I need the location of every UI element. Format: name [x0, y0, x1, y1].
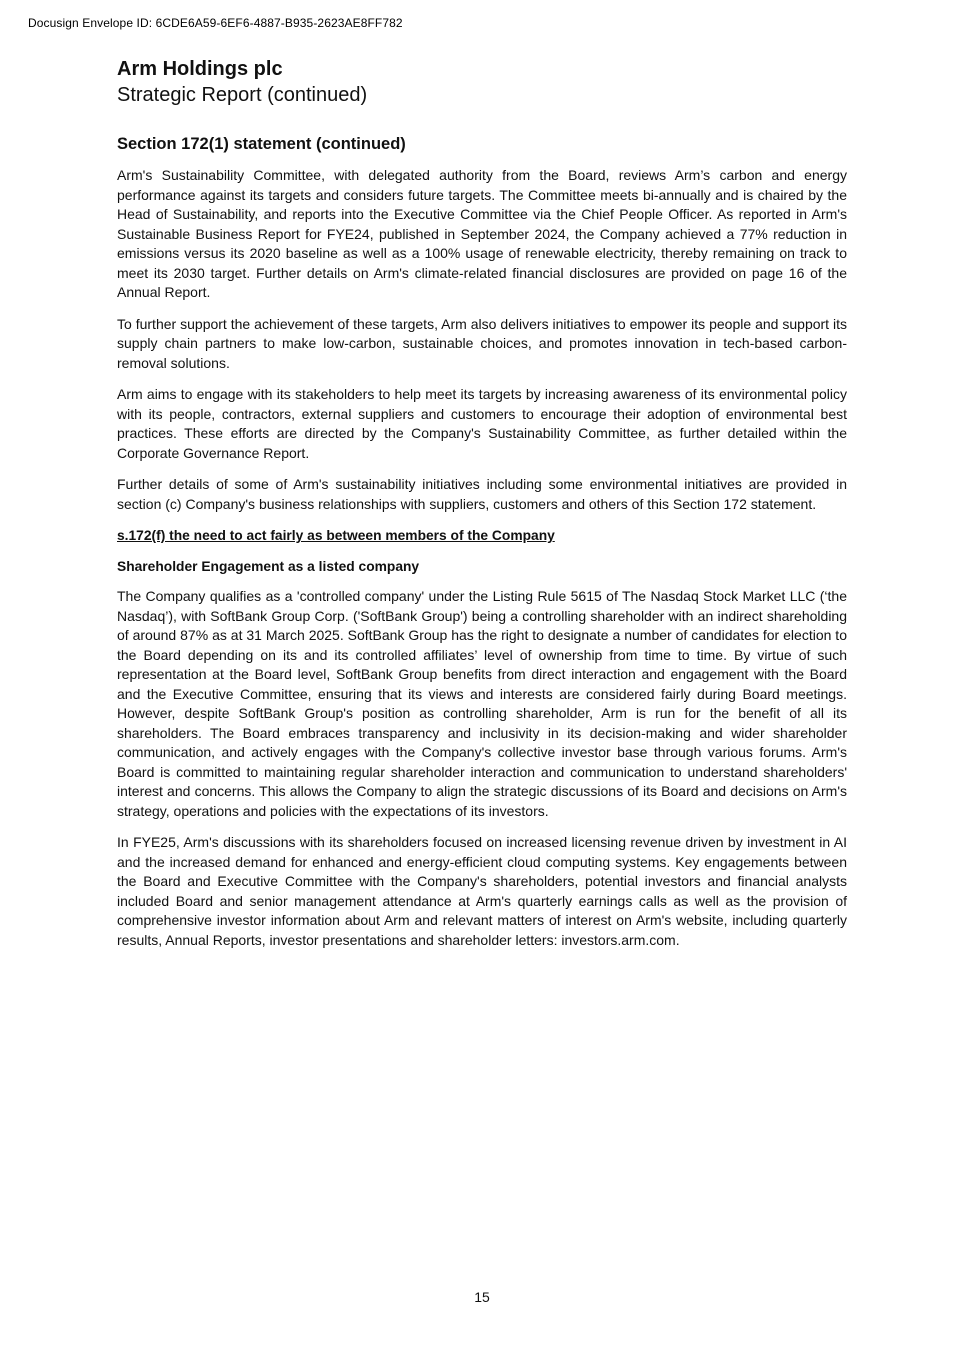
page-number: 15	[474, 1289, 490, 1305]
page-content	[117, 56, 847, 962]
section-heading: Section 172(1) statement (continued)	[117, 135, 406, 153]
paragraph: Further details of some of Arm's sustainability initiatives including some environmental initiatives are provided in section (c) Company's business relationships with suppliers, customers and others of this Section 172 statement.	[117, 476, 847, 512]
envelope-id: Docusign Envelope ID: 6CDE6A59-6EF6-4887-B935-2623AE8FF782	[28, 16, 403, 30]
report-subtitle: Strategic Report (continued)	[117, 84, 368, 106]
company-name: Arm Holdings plc	[117, 58, 283, 80]
subsection-heading: s.172(f) the need to act fairly as between members of the Company	[117, 528, 555, 543]
paragraph: To further support the achievement of these targets, Arm also delivers initiatives to empower its people and support its supply chain partners to make low-carbon, sustainable choices, and promotes innovation in tech-based carbon-removal solutions.	[117, 315, 847, 371]
subsection-subheading: Shareholder Engagement as a listed company	[117, 559, 420, 574]
paragraph: The Company qualifies as a 'controlled company' under the Listing Rule 5615 of The Nasdaq Stock Market LLC (‘the Nasdaq’), with SoftBank Group Corp. ('SoftBank Group') being a controlling shareholder with an indirect shareholding of around 87% as at 31 March 2025. SoftBank Group has the right to designate a number of candidates for election to the Board depending on its and its controlled affiliates’ level of ownership from time to time. By virtue of such representation at the Board level, SoftBank Group benefits from direct interaction and engagement with the Board and the Executive Committee, ensuring that its views and interests are considered fairly during Board meetings. However, despite SoftBank Group's position as controlling shareholder, Arm is run for the benefit of all its shareholders. The Board embraces transparency and inclusivity in its decision-making and wider shareholder communication, and actively engages with the Company's collective investor base through various forums. Arm's Board is committed to maintaining regular shareholder interaction and communication to understand shareholders' interest and concerns. This allows the Company to align the strategic discussions of its Board and decisions on Arm's strategy, operations and policies with the expectations of its investors.	[117, 588, 847, 819]
paragraph: Arm aims to engage with its stakeholders to help meet its targets by increasing awareness of its environmental policy with its people, contractors, external suppliers and customers to encourage their adoption of environmental best practices. These efforts are directed by the Company's Sustainability Committee, as further detailed within the Corporate Governance Report.	[117, 386, 847, 461]
paragraph: Arm's Sustainability Committee, with delegated authority from the Board, reviews Arm’s carbon and energy performance against its targets and considers future targets. The Committee meets bi-annually and is chaired by the Head of Sustainability, and reports into the Executive Committee via the Chief People Officer. As reported in Arm's Sustainable Business Report for FYE24, published in September 2024, the Company achieved a 77% reduction in emissions versus its 2020 baseline as well as a 100% usage of renewable electricity, thereby remaining on track to meet its 2030 target. Further details on Arm's climate-related financial disclosures are provided on page 16 of the Annual Report.	[117, 167, 847, 300]
paragraph: In FYE25, Arm's discussions with its shareholders focused on increased licensing revenue driven by investment in AI and the increased demand for enhanced and energy-efficient cloud computing systems. Key engagements between the Board and Executive Committee with the Company's shareholders, potential investors and financial analysts included Board and senior management attendance at Arm's quarterly earnings calls as well as the provision of comprehensive investor information about Arm and relevant matters of interest on Arm's website, including quarterly results, Annual Reports, investor presentations and shareholder letters: investors.arm.com.	[117, 834, 847, 948]
